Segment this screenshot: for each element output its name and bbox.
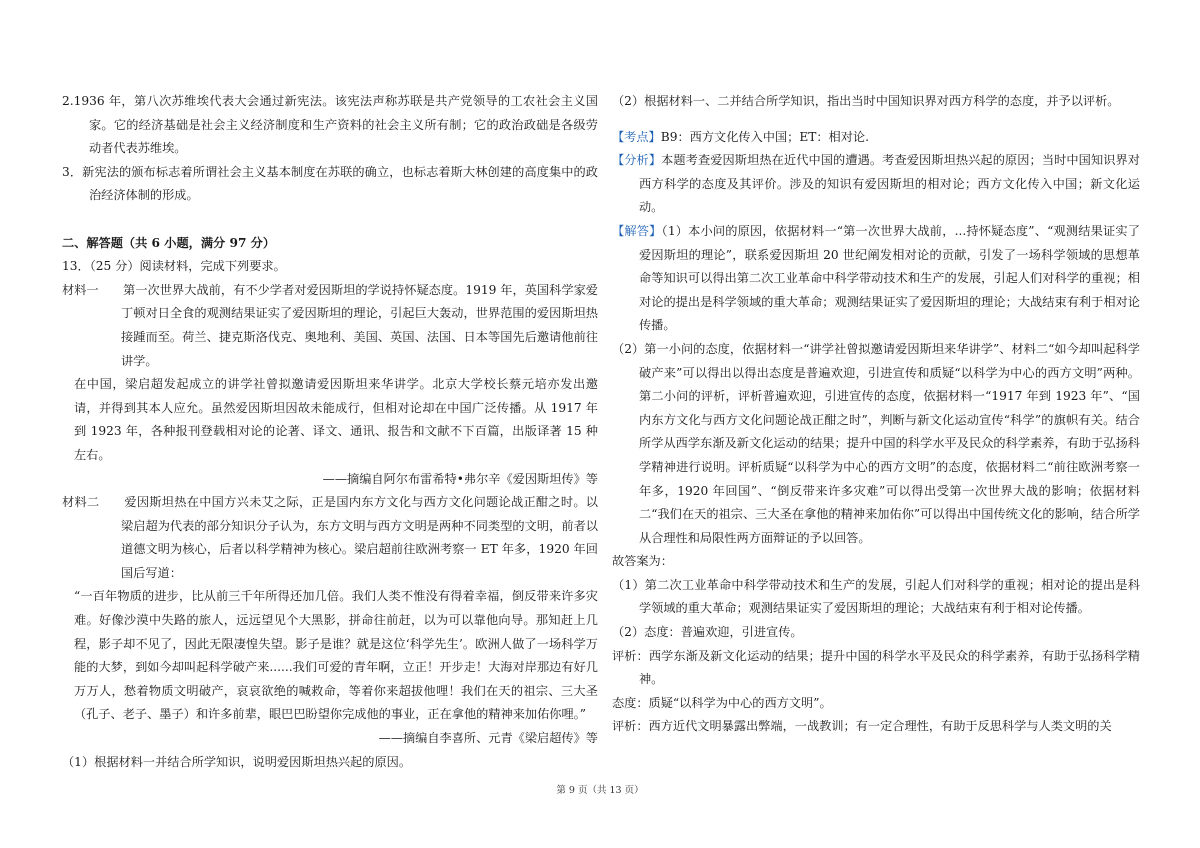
question-13-part-1: （1）根据材料一并结合所学知识，说明爱因斯坦热兴起的原因。 bbox=[62, 754, 412, 769]
answer-5: 评析：西方近代文明暴露出弊端，一战教训；有一定合理性，有助于反思科学与人类文明的关 bbox=[612, 719, 1112, 734]
kaodian-text: B9：西方文化传入中国；ET：相对论. bbox=[660, 129, 869, 144]
spacer bbox=[62, 208, 598, 232]
material-two-source: ——摘编自李喜所、元青《梁启超传》等 bbox=[378, 731, 598, 746]
jieda-part-1 bbox=[612, 220, 1140, 338]
kaodian bbox=[612, 126, 1140, 150]
page-footer: 第 9 页（共 13 页） bbox=[556, 785, 644, 796]
point-2: 2.1936 年，第八次苏维埃代表大会通过新宪法。该宪法声称苏联是共产党领导的工农社会主义国家。它的经济基础是社会主义经济制度和生产资料的社会主义所有制；它的政治政础是各级劳动者代表苏维埃。 bbox=[62, 94, 598, 156]
material-one-part-b: 在中国，梁启超发起成立的讲学社曾拟邀请爱因斯坦来华讲学。北京大学校长蔡元培亦发出邀请，并得到其本人应允。虽然爱因斯坦因故未能成行，但相对论却在中国广泛传播。从 1917 年到 1923 年，各种报刊登载相对论的论著、译文、通讯、报告和文献不下百篇，出版译著 15 种左右。 bbox=[74, 377, 598, 462]
question-13: 13．（25 分）阅读材料，完成下列要求。 bbox=[62, 259, 286, 274]
answer-2: （2）态度：普遍欢迎，引进宣传。 bbox=[612, 625, 803, 640]
spacer bbox=[612, 114, 1140, 126]
question-13-part-2: （2）根据材料一、二并结合所学知识，指出当时中国知识界对西方科学的态度，并予以评析。 bbox=[612, 94, 1120, 108]
left-column bbox=[62, 90, 598, 774]
kaodian-tag: 【考点】 bbox=[612, 129, 661, 144]
section-title: 二、解答题（共 6 小题，满分 97 分） bbox=[62, 235, 276, 250]
answer-1: （1）第二次工业革命中科学带动技术和生产的发展，引起人们对科学的重视；相对论的提出是科学领域的重大革命；观测结果证实了爱因斯坦的理论；大战结束有利于相对论传播。 bbox=[612, 577, 1140, 616]
jieda-part-2: （2）第一小问的态度，依据材料一“讲学社曾拟邀请爱因斯坦来华讲学”、材料二“如今却叫起科学破产来”可以得出以得出态度是普遍欢迎，引进宣传和质疑“以科学为中心的西方文明”两种。第二小问的评析，评析普遍欢迎，引进宣传的态度，依据材料一“1917 年到 1923 年”、“国内东方文化与西方文化问题论战正酣之时”，判断与新文化运动宣传“科学”的旗帜有关。结合所学从西学东渐及新文化运动的结果；提升中国的科学水平及民众的科学素养，有助于弘扬科学精神进行说明。评析质疑“以科学为中心的西方文明”的态度，依据材料二“前往欧洲考察一年多，1920 年回国”、“倒反带来许多灾难”可以得出受第一次世界大战的影响；依据材料二“我们在天的祖宗、三大圣在拿他的精神来加佑你”可以得出中国传统文化的影响，结合所学从合理性和局限性两方面辩证的予以回答。 bbox=[612, 341, 1140, 545]
material-one-part-a: 材料一 第一次世界大战前，有不少学者对爱因斯坦的学说持怀疑态度。1919 年，英国科学家爱丁顿对日全食的观测结果证实了爱因斯坦的理论，引起巨大轰动，世界范围的爱因斯坦热接踵而至。荷兰、捷克斯洛伐克、奥地利、美国、英国、法国、日本等国先后邀请他前往讲学。 bbox=[62, 282, 598, 368]
jieda-text-1: （1）本小问的原因，依据材料一“第一次世界大战前，...持怀疑态度”、“观测结果证实了爱因斯坦的理论”，联系爱因斯坦 20 世纪阐发相对论的贡献，引发了一场科学领域的思想革命等知识可以得出第二次工业革命中科学带动技术和生产的发展，引起人们对科学的重视；相对论的提出是科学领域的重大革命；观测结果证实了爱因斯坦的理论；大战结束有利于相对论传播。 bbox=[639, 223, 1141, 333]
fenxi-tag: 【分析】 bbox=[612, 153, 662, 168]
material-two-part-a: 材料二 爱因斯坦热在中国方兴未艾之际，正是国内东方文化与西方文化问题论战正酣之时。以梁启超为代表的部分知识分子认为，东方文明与西方文明是两种不同类型的文明，前者以道德文明为核心，后者以科学精神为核心。梁启超前往欧洲考察一 ET 年多，1920 年回国后写道： bbox=[62, 495, 598, 580]
answer-4: 态度：质疑“以科学为中心的西方文明”。 bbox=[612, 695, 832, 710]
fenxi bbox=[612, 149, 1140, 220]
answer-intro: 故答案为： bbox=[612, 554, 673, 569]
answer-3: 评析：西学东渐及新文化运动的结果；提升中国的科学水平及民众的科学素养，有助于弘扬科学精神。 bbox=[612, 648, 1140, 687]
right-column bbox=[612, 90, 1140, 739]
fenxi-text: 本题考查爱因斯坦热在近代中国的遭遇。考查爱因斯坦热兴起的原因；当时中国知识界对西方科学的态度及其评价。涉及的知识有爱因斯坦的相对论；西方文化传入中国；新文化运动。 bbox=[639, 153, 1140, 215]
jieda-tag: 【解答】 bbox=[612, 223, 662, 238]
material-one-source: ——摘编自阿尔布雷希特•弗尔辛《爱因斯坦传》等 bbox=[322, 471, 598, 486]
material-two-quote: “一百年物质的进步，比从前三千年所得还加几倍。我们人类不惟没有得着幸福，倒反带来许多灾难。好像沙漠中失路的旅人，远远望见个大黑影，拼命往前赶，以为可以靠他向导。那知赶上几程，影子却不见了，因此无限凄惶失望。影子是谁？就是这位‘科学先生’。欧洲人做了一场科学万能的大梦，到如今却叫起科学破产来......我们可爱的青年啊，立正！开步走！大海对岸那边有好几万万人，愁着物质文明破产，哀哀欲绝的喊救命，等着你来超拔他哩！我们在天的祖宗、三大圣（孔子、老子、墨子）和许多前辈，眼巴巴盼望你完成他的事业，正在拿他的精神来加佑你哩。” bbox=[74, 589, 598, 722]
point-3: 3．新宪法的颁布标志着所谓社会主义基本制度在苏联的确立，也标志着斯大林创建的高度集中的政治经济体制的形成。 bbox=[62, 164, 598, 203]
